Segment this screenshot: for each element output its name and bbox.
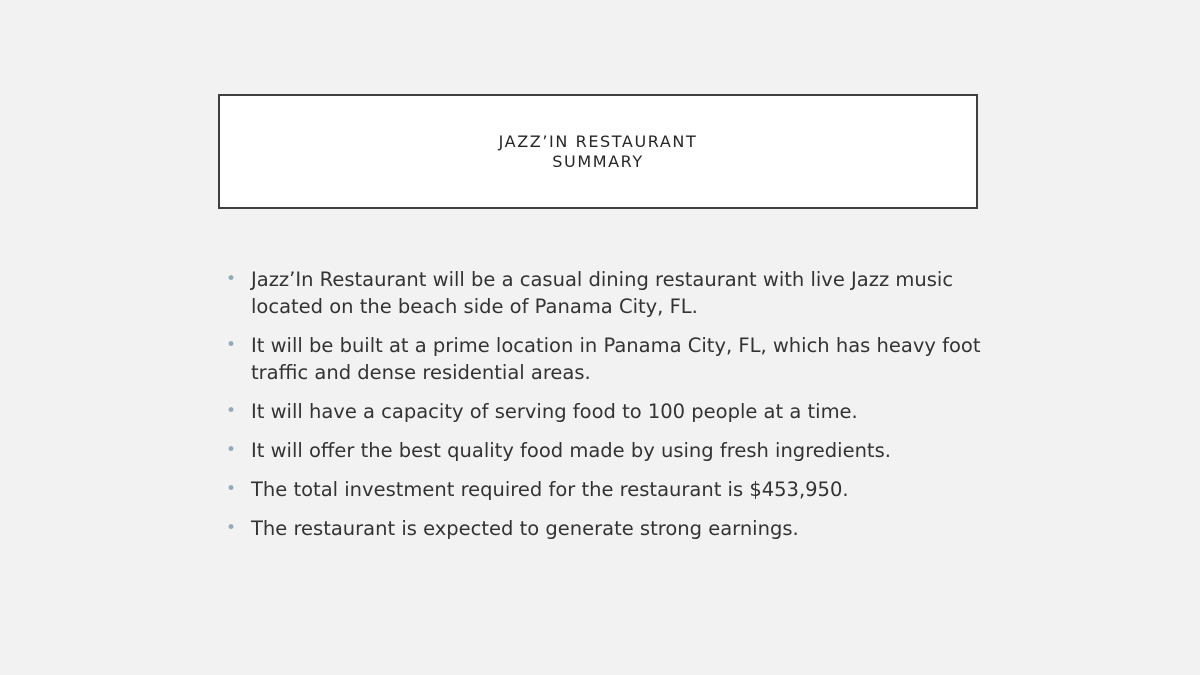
bullet-list [226, 266, 986, 554]
bullet-icon: • [226, 401, 237, 421]
bullet-icon: • [226, 479, 237, 499]
bullet-icon: • [226, 518, 237, 538]
bullet-text: It will offer the best quality food made by using fresh ingredients. [251, 439, 891, 462]
bullet-icon: • [226, 335, 237, 355]
bullet-item [226, 332, 986, 386]
title-box [218, 94, 978, 209]
bullet-text: The total investment required for the restaurant is $453,950. [251, 478, 849, 501]
bullet-text: The restaurant is expected to generate strong earnings. [251, 517, 799, 540]
bullet-item [226, 398, 986, 425]
bullet-icon: • [226, 269, 237, 289]
bullet-item [226, 437, 986, 464]
bullet-item [226, 476, 986, 503]
bullet-item [226, 266, 986, 320]
slide-title-line-2: SUMMARY [552, 151, 644, 171]
slide-title-line-1: JAZZ’IN RESTAURANT [498, 131, 698, 151]
bullet-item [226, 515, 986, 542]
bullet-text: It will have a capacity of serving food to 100 people at a time. [251, 400, 858, 423]
bullet-text: Jazz’In Restaurant will be a casual dining restaurant with live Jazz music located on the beach side of Panama City, FL. [251, 268, 954, 318]
bullet-text: It will be built at a prime location in Panama City, FL, which has heavy foot traffic and dense residential areas. [251, 334, 981, 384]
bullet-icon: • [226, 440, 237, 460]
